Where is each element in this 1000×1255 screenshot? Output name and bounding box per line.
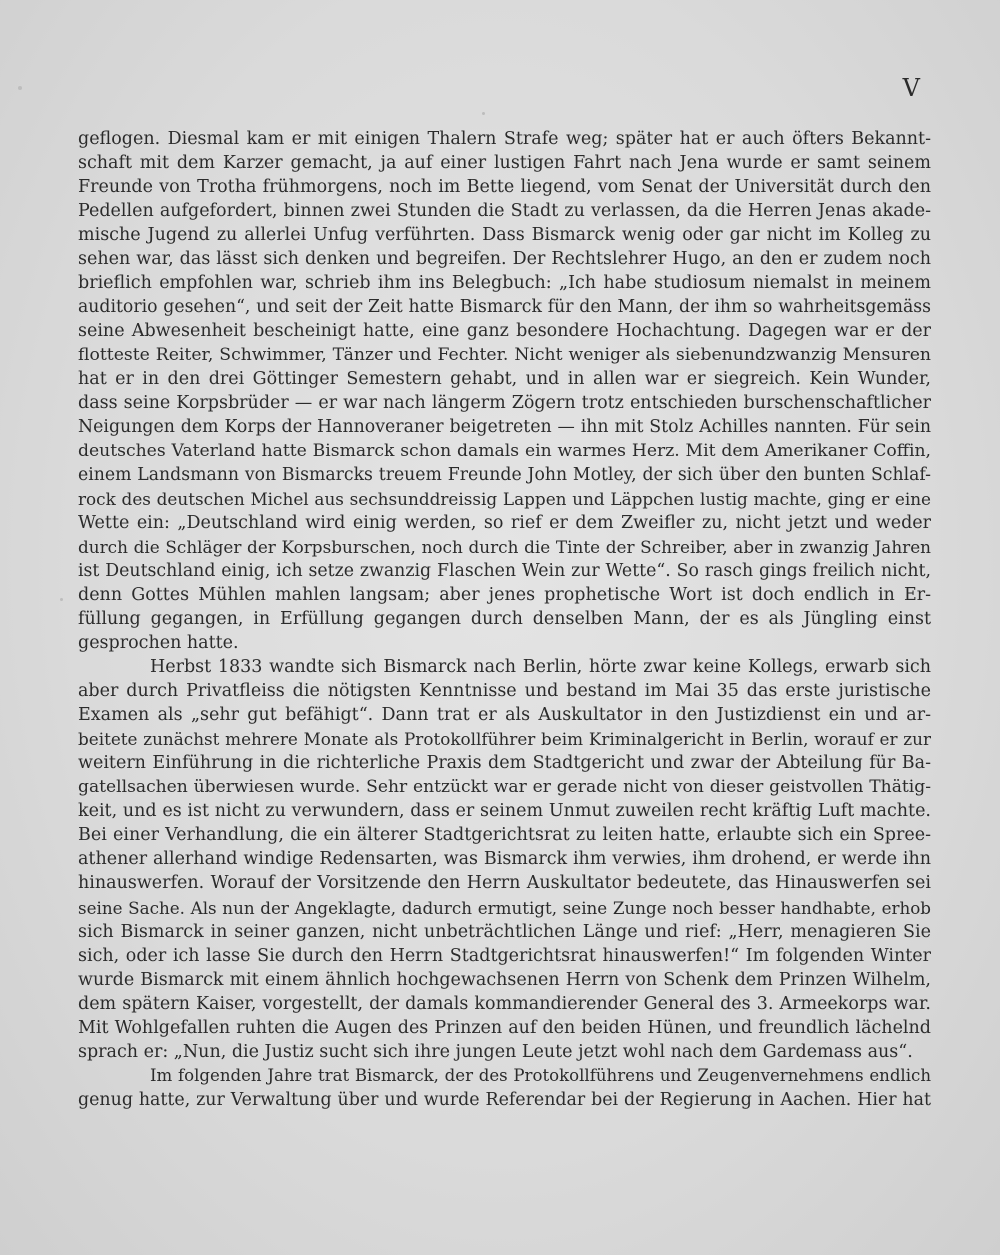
text-line: auditorio gesehen“, und seit der Zeit hatte Bismarck für den Mann, der ihm so wahrheitsgemäss — [78, 297, 931, 318]
text-line: Wette ein: „Deutschland wird einig werden, so rief er dem Zweifler zu, nicht jetzt und weder — [78, 513, 931, 534]
text-line: Neigungen dem Korps der Hannoveraner beigetreten — ihn mit Stolz Achilles nannten. Für sein — [78, 417, 931, 438]
page-number: V — [902, 74, 920, 102]
text-line: wurde Bismarck mit einem ähnlich hochgewachsenen Herrn von Schenk dem Prinzen Wilhelm, — [78, 969, 931, 990]
text-line: sprach er: „Nun, die Justiz sucht sich ihre jungen Leute jetzt wohl nach dem Gardemass aus“. — [78, 1041, 913, 1062]
text-line: einem Landsmann von Bismarcks treuem Freunde John Motley, der sich über den bunten Schlaf- — [78, 465, 931, 486]
text-line: gatellsachen überwiesen wurde. Sehr entzückt war er gerade nicht von dieser geistvollen Thätig- — [78, 777, 931, 798]
text-line: seine Abwesenheit bescheinigt hatte, eine ganz besondere Hochachtung. Dagegen war er der — [78, 321, 931, 342]
text-line: hat er in den drei Göttinger Semestern gehabt, und in allen war er siegreich. Kein Wunder, — [78, 369, 931, 390]
text-line: dass seine Korpsbrüder — er war nach längerm Zögern trotz entschieden burschenschaftlicher — [78, 393, 931, 414]
text-line: hinauswerfen. Worauf der Vorsitzende den Herrn Auskultator bedeutete, das Hinauswerfen sei — [78, 873, 931, 894]
text-line: Pedellen aufgefordert, binnen zwei Stunden die Stadt zu verlassen, da die Herren Jenas akade- — [78, 201, 931, 222]
text-line: füllung gegangen, in Erfüllung gegangen durch denselben Mann, der es als Jüngling einst — [78, 609, 931, 630]
text-line: Bei einer Verhandlung, die ein älterer Stadtgerichtsrat zu leiten hatte, erlaubte sich ein Spree- — [78, 825, 931, 846]
paper-speck — [60, 598, 63, 601]
text-line: aber durch Privatfleiss die nötigsten Kenntnisse und bestand im Mai 35 das erste juristische — [78, 681, 931, 702]
paper-speck — [18, 86, 22, 90]
text-line: dem spätern Kaiser, vorgestellt, der damals kommandierender General des 3. Armeekorps war. — [78, 993, 931, 1014]
text-line: flotteste Reiter, Schwimmer, Tänzer und Fechter. Nicht weniger als siebenundzwanzig Mensuren — [78, 345, 931, 366]
text-line: beitete zunächst mehrere Monate als Protokollführer beim Kriminalgericht in Berlin, worauf er zur — [78, 729, 931, 750]
text-line: sehen war, das lässt sich denken und begreifen. Der Rechtslehrer Hugo, an den er zudem noch — [78, 249, 931, 270]
text-line: schaft mit dem Karzer gemacht, ja auf einer lustigen Fahrt nach Jena wurde er samt seinem — [78, 153, 931, 174]
text-line: brieflich empfohlen war, schrieb ihm ins Belegbuch: „Ich habe studiosum niemalst in meinem — [78, 273, 931, 294]
text-line: athener allerhand windige Redensarten, was Bismarck ihm verwies, ihm drohend, er werde ihn — [78, 849, 931, 870]
text-line: Herbst 1833 wandte sich Bismarck nach Berlin, hörte zwar keine Kollegs, erwarb sich — [150, 657, 931, 678]
text-line: Freunde von Trotha frühmorgens, noch im Bette liegend, vom Senat der Universität durch den — [78, 177, 931, 198]
text-line: Examen als „sehr gut befähigt“. Dann trat er als Auskultator in den Justizdienst ein und ar- — [78, 705, 931, 726]
text-line: durch die Schläger der Korpsburschen, noch durch die Tinte der Schreiber, aber in zwanzig Jahren — [78, 537, 931, 558]
text-line: genug hatte, zur Verwaltung über und wurde Referendar bei der Regierung in Aachen. Hier hat — [78, 1089, 931, 1110]
text-line: sich Bismarck in seiner ganzen, nicht unbeträchtlichen Länge und rief: „Herr, menagieren Sie — [78, 921, 931, 942]
paper-speck — [482, 112, 485, 115]
text-line: mische Jugend zu allerlei Unfug verführten. Dass Bismarck wenig oder gar nicht im Kolleg zu — [78, 225, 931, 246]
text-line: seine Sache. Als nun der Angeklagte, dadurch ermutigt, seine Zunge noch besser handhabte, erhob — [78, 897, 931, 918]
text-line: rock des deutschen Michel aus sechsunddreissig Lappen und Läppchen lustig machte, ging er eine — [78, 489, 931, 510]
text-line: sich, oder ich lasse Sie durch den Herrn Stadtgerichtsrat hinauswerfen!“ Im folgenden Winter — [78, 945, 931, 966]
body-text — [78, 127, 931, 1112]
text-line: denn Gottes Mühlen mahlen langsam; aber jenes prophetische Wort ist doch endlich in Er- — [78, 585, 931, 606]
text-line: deutsches Vaterland hatte Bismarck schon damals ein warmes Herz. Mit dem Amerikaner Coffin, — [78, 441, 931, 462]
text-line: gesprochen hatte. — [78, 633, 239, 654]
text-line: Mit Wohlgefallen ruhten die Augen des Prinzen auf den beiden Hünen, und freundlich lächelnd — [78, 1017, 931, 1038]
text-line: ist Deutschland einig, ich setze zwanzig Flaschen Wein zur Wette“. So rasch gings freilich nicht, — [78, 561, 931, 582]
text-line: geflogen. Diesmal kam er mit einigen Thalern Strafe weg; später hat er auch öfters Bekannt- — [78, 129, 931, 149]
text-line: keit, und es ist nicht zu verwundern, dass er seinem Unmut zuweilen recht kräftig Luft machte. — [78, 801, 931, 822]
text-line: Im folgenden Jahre trat Bismarck, der des Protokollführens und Zeugenvernehmens endlich — [150, 1065, 931, 1085]
text-line: weitern Einführung in die richterliche Praxis dem Stadtgericht und zwar der Abteilung für Ba- — [78, 753, 931, 774]
